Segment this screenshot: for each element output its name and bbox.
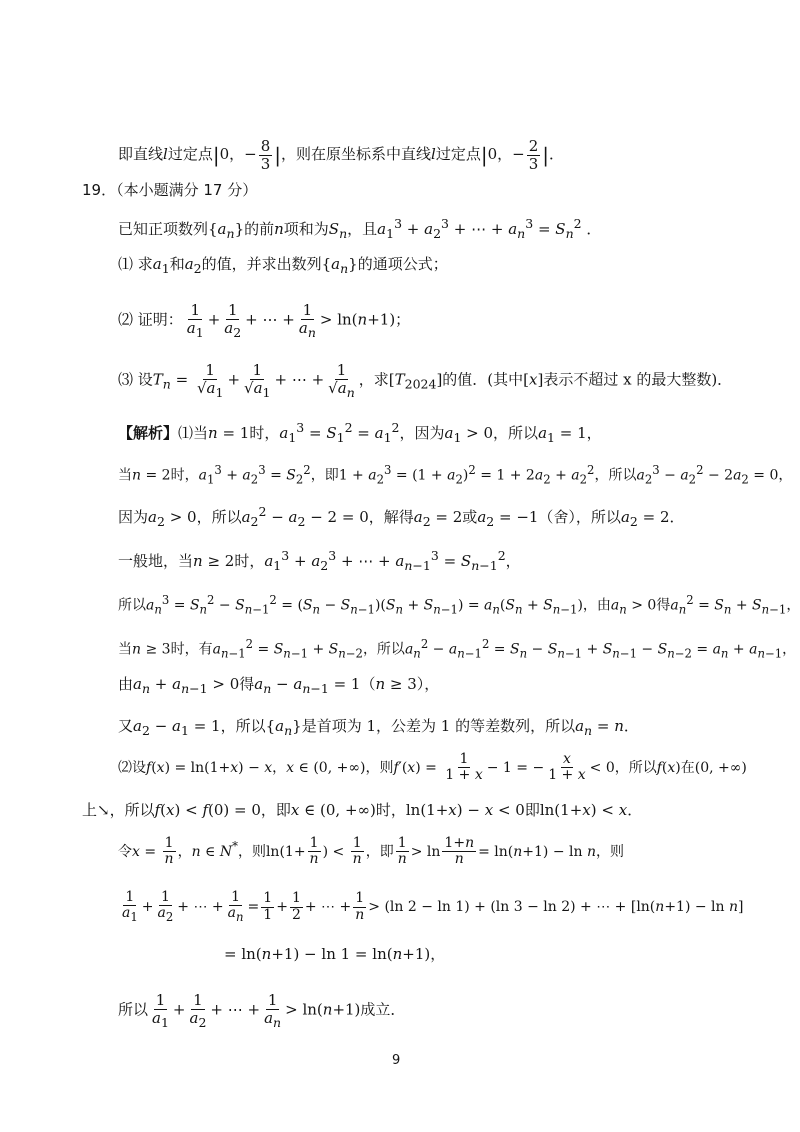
solution-n2: 当n = 2时，$a_1^3 + a_2^3 = S_2^2$，即$1 + a_2^3 = (1 + a_2)^2 = 1 + 2a_2 + a_2^2$，所以$a_2^3 - a_2^2 - 2a_2 = 0$， — [118, 463, 793, 487]
problem-statement: 已知正项数列$\{a_n\}$的前n项和为$S_n$，且$a_1^3 + a_2^3$ + ⋯ + $a_n^3 = S_n^2$ ． — [118, 216, 602, 241]
solution-general: 一般地，当n ≥ 2时，$a_1^3 + a_2^3$ + ⋯ + $a_{n-1}^3 = S_{n-1}^2$， — [118, 548, 521, 573]
solution-sum-inequality: $\frac{1}{a_1}$ + $\frac{1}{a_2}$ + ⋯ + $\frac{1}{a_n}$ = $\frac{1}{1}$ + $\frac{1}{2}$ + ⋯ + $\frac{1}{n}$ > (ln 2 − ln 1) + (ln 3 − ln 2) + ⋯ + [ln(n+1) − ln n] — [122, 889, 744, 925]
problem-19-heading: 19．（本小题满分 17 分） — [82, 181, 258, 199]
solution-start: 【解析】⑴当n = 1时，$a_1^3 = S_1^2 = a_1^2$，因为$a_1 > 0$，所以$a_1 = 1$， — [118, 420, 602, 445]
solution-part2-start: ⑵设f(x) = ln(1+x) − x，x ∈ (0, +∞)，则f′(x) = $\frac{1}{1 + x}$ − 1 = − $\frac{x}{1 + x}$ < 0，所以f(x)在(0, +∞) — [118, 751, 747, 784]
solution-substitution: 令x = $\frac{1}{n}$ ，n ∈ N*，则ln(1+ $\frac{1}{n}$ ) < $\frac{1}{n}$ ，即 $\frac{1}{n}$ > ln $\frac{1+n}{n}$ = ln(n+1) − ln n，则 — [118, 835, 624, 868]
solution-telescoped: = ln(n+1) − ln 1 = ln(n+1)， — [224, 945, 446, 963]
question-3: ⑶ 设$T_n$ = $\frac{1}{√a_1}$ + $\frac{1}{√a_1}$ + ⋯ + $\frac{1}{√a_n}$ ，求$[T_{2024}]$的值．(其中[x]表示不超过 x 的最大整数)． — [118, 361, 733, 400]
solution-conclusion-1: 又$a_2 - a_1 = 1$，所以$\{a_n\}$是首项为 1，公差为 1 的等差数列，所以$a_n = n$． — [118, 717, 639, 738]
line-fixed-point: 即直线l过定点|0，− $\frac{8}{3}$ |，则在原坐标系中直线l过定点|0，− $\frac{2}{3}$ |． — [118, 137, 565, 173]
page-number: 9 — [392, 1053, 401, 1068]
solution-monotonic: 上↘，所以f(x) < f(0) = 0，即x ∈ (0, +∞)时，ln(1+x) − x < 0即ln(1+x) < x． — [82, 801, 643, 819]
solution-difference: 所以$a_n^3 = S_n^2 - S_{n-1}^2 = (S_n - S_{n-1})(S_n + S_{n-1}) = a_n(S_n + S_{n-1})$，由$a_n > 0$得$a_n^2 = S_n + S_{n-1}$， — [118, 593, 800, 617]
solution-final: 所以 $\frac{1}{a_1}$ + $\frac{1}{a_2}$ + ⋯ + $\frac{1}{a_n}$ > ln(n+1)成立． — [118, 991, 406, 1030]
question-2: ⑵ 证明： $\frac{1}{a_1}$ + $\frac{1}{a_2}$ + ⋯ + $\frac{1}{a_n}$ > ln(n+1)； — [118, 301, 411, 340]
solution-recurrence: 由$a_n + a_{n-1} > 0$得$a_n - a_{n-1} = 1(n \ge 3)$， — [118, 675, 440, 696]
solution-a2: 因为$a_2 > 0$，所以$a_2^2 - a_2 - 2 = 0$，解得$a_2 = 2$或$a_2 = -1$（舍），所以$a_2 = 2$． — [118, 504, 685, 529]
question-1: ⑴ 求$a_1$和$a_2$的值，并求出数列$\{a_n\}$的通项公式； — [118, 255, 448, 276]
solution-n3: 当n ≥ 3时，有$a_{n-1}^2 = S_{n-1} + S_{n-2}$，所以$a_n^2 - a_{n-1}^2 = S_n - S_{n-1} + S_{n-1} - S_{n-2} = a_n + a_{n-1}$， — [118, 637, 797, 661]
